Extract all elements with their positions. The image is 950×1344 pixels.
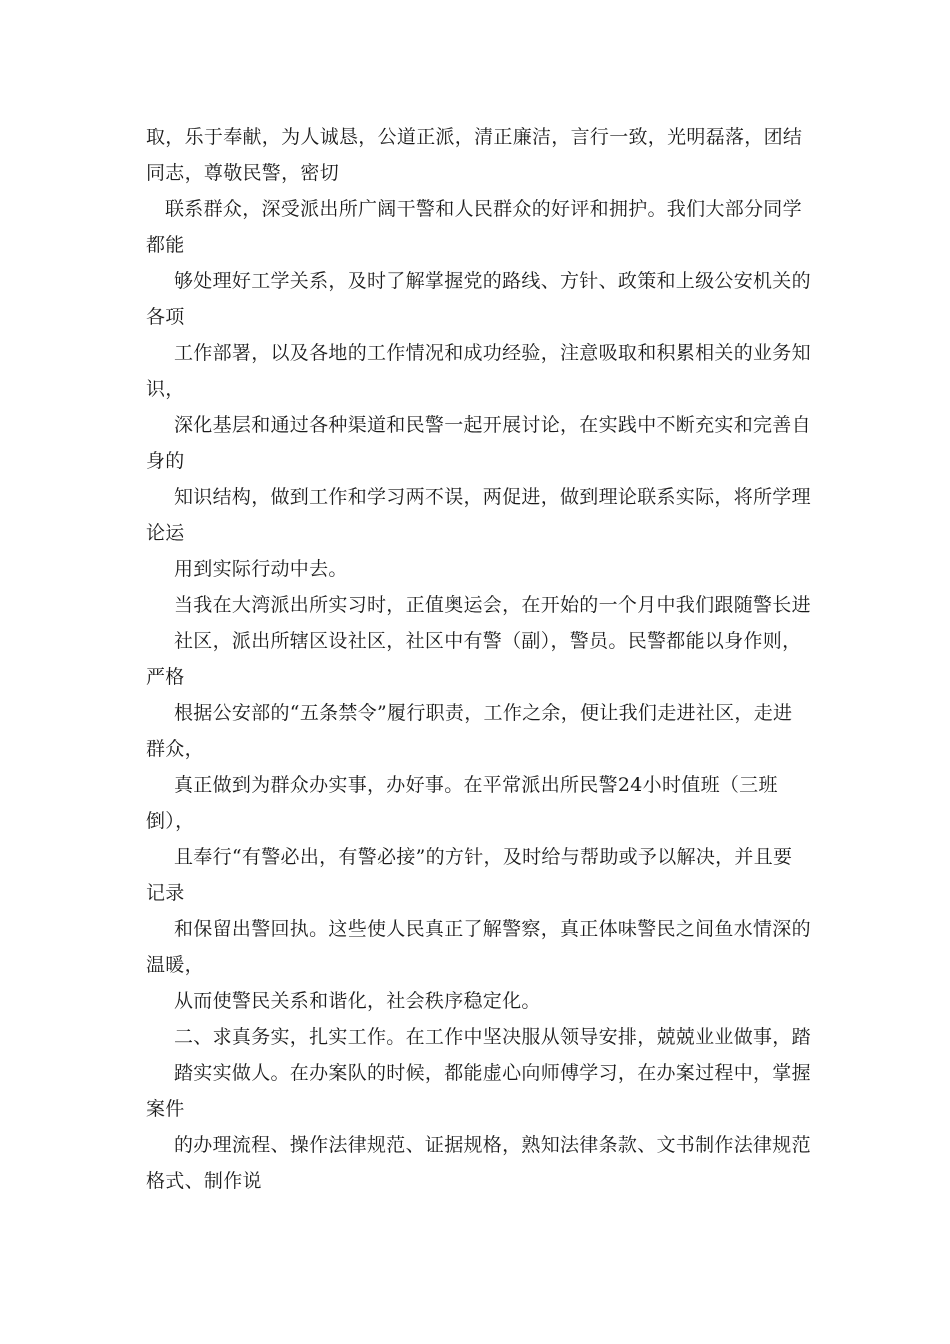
text-line: 论运: [146, 522, 185, 544]
text-line: 根据公安部的“五条禁令”履行职责，工作之余，便让我们走进社区，走进: [174, 702, 793, 724]
text-line: 的办理流程、操作法律规范、证据规格，熟知法律条款、文书制作法律规范: [174, 1134, 811, 1156]
text-line: 用到实际行动中去。: [174, 558, 348, 580]
text-line: 当我在大湾派出所实习时，正值奥运会，在开始的一个月中我们跟随警长进: [174, 594, 811, 616]
text-line: 真正做到为群众办实事，办好事。在平常派出所民警24小时值班（三班: [174, 774, 778, 796]
text-line: 二、求真务实，扎实工作。在工作中坚决服从领导安排，兢兢业业做事，踏: [174, 1026, 811, 1048]
text-line: 知识结构，做到工作和学习两不误，两促进，做到理论联系实际，将所学理: [174, 486, 811, 508]
text-line: 踏实实做人。在办案队的时候，都能虚心向师傅学习，在办案过程中，掌握: [174, 1062, 811, 1084]
text-line: 社区，派出所辖区设社区，社区中有警（副），警员。民警都能以身作则，: [174, 630, 802, 652]
text-line: 记录: [146, 882, 185, 904]
text-line: 且奉行“有警必出，有警必接”的方针，及时给与帮助或予以解决，并且要: [174, 846, 793, 868]
text-line: 取，乐于奉献，为人诚恳，公道正派，清正廉洁，言行一致，光明磊落，团结: [146, 126, 803, 148]
text-line: 深化基层和通过各种渠道和民警一起开展讨论，在实践中不断充实和完善自: [174, 414, 811, 436]
text-line: 联系群众，深受派出所广阔干警和人民群众的好评和拥护。我们大部分同学: [165, 198, 802, 220]
text-line: 格式、制作说: [146, 1170, 262, 1192]
text-line: 工作部署，以及各地的工作情况和成功经验，注意吸取和积累相关的业务知: [174, 342, 811, 364]
text-line: 和保留出警回执。这些使人民真正了解警察，真正体味警民之间鱼水情深的: [174, 918, 811, 940]
text-line: 都能: [146, 234, 185, 256]
text-line: 倒），: [146, 810, 195, 832]
text-line: 够处理好工学关系，及时了解掌握党的路线、方针、政策和上级公安机关的: [174, 270, 811, 292]
text-line: 温暖，: [146, 954, 204, 976]
text-line: 从而使警民关系和谐化，社会秩序稳定化。: [174, 990, 541, 1012]
text-line: 各项: [146, 306, 185, 328]
text-line: 案件: [146, 1098, 185, 1120]
text-line: 识，: [146, 378, 185, 400]
text-line: 同志，尊敬民警，密切: [146, 162, 340, 184]
text-line: 群众，: [146, 738, 204, 760]
text-line: 身的: [146, 450, 185, 472]
text-line: 严格: [146, 666, 185, 688]
